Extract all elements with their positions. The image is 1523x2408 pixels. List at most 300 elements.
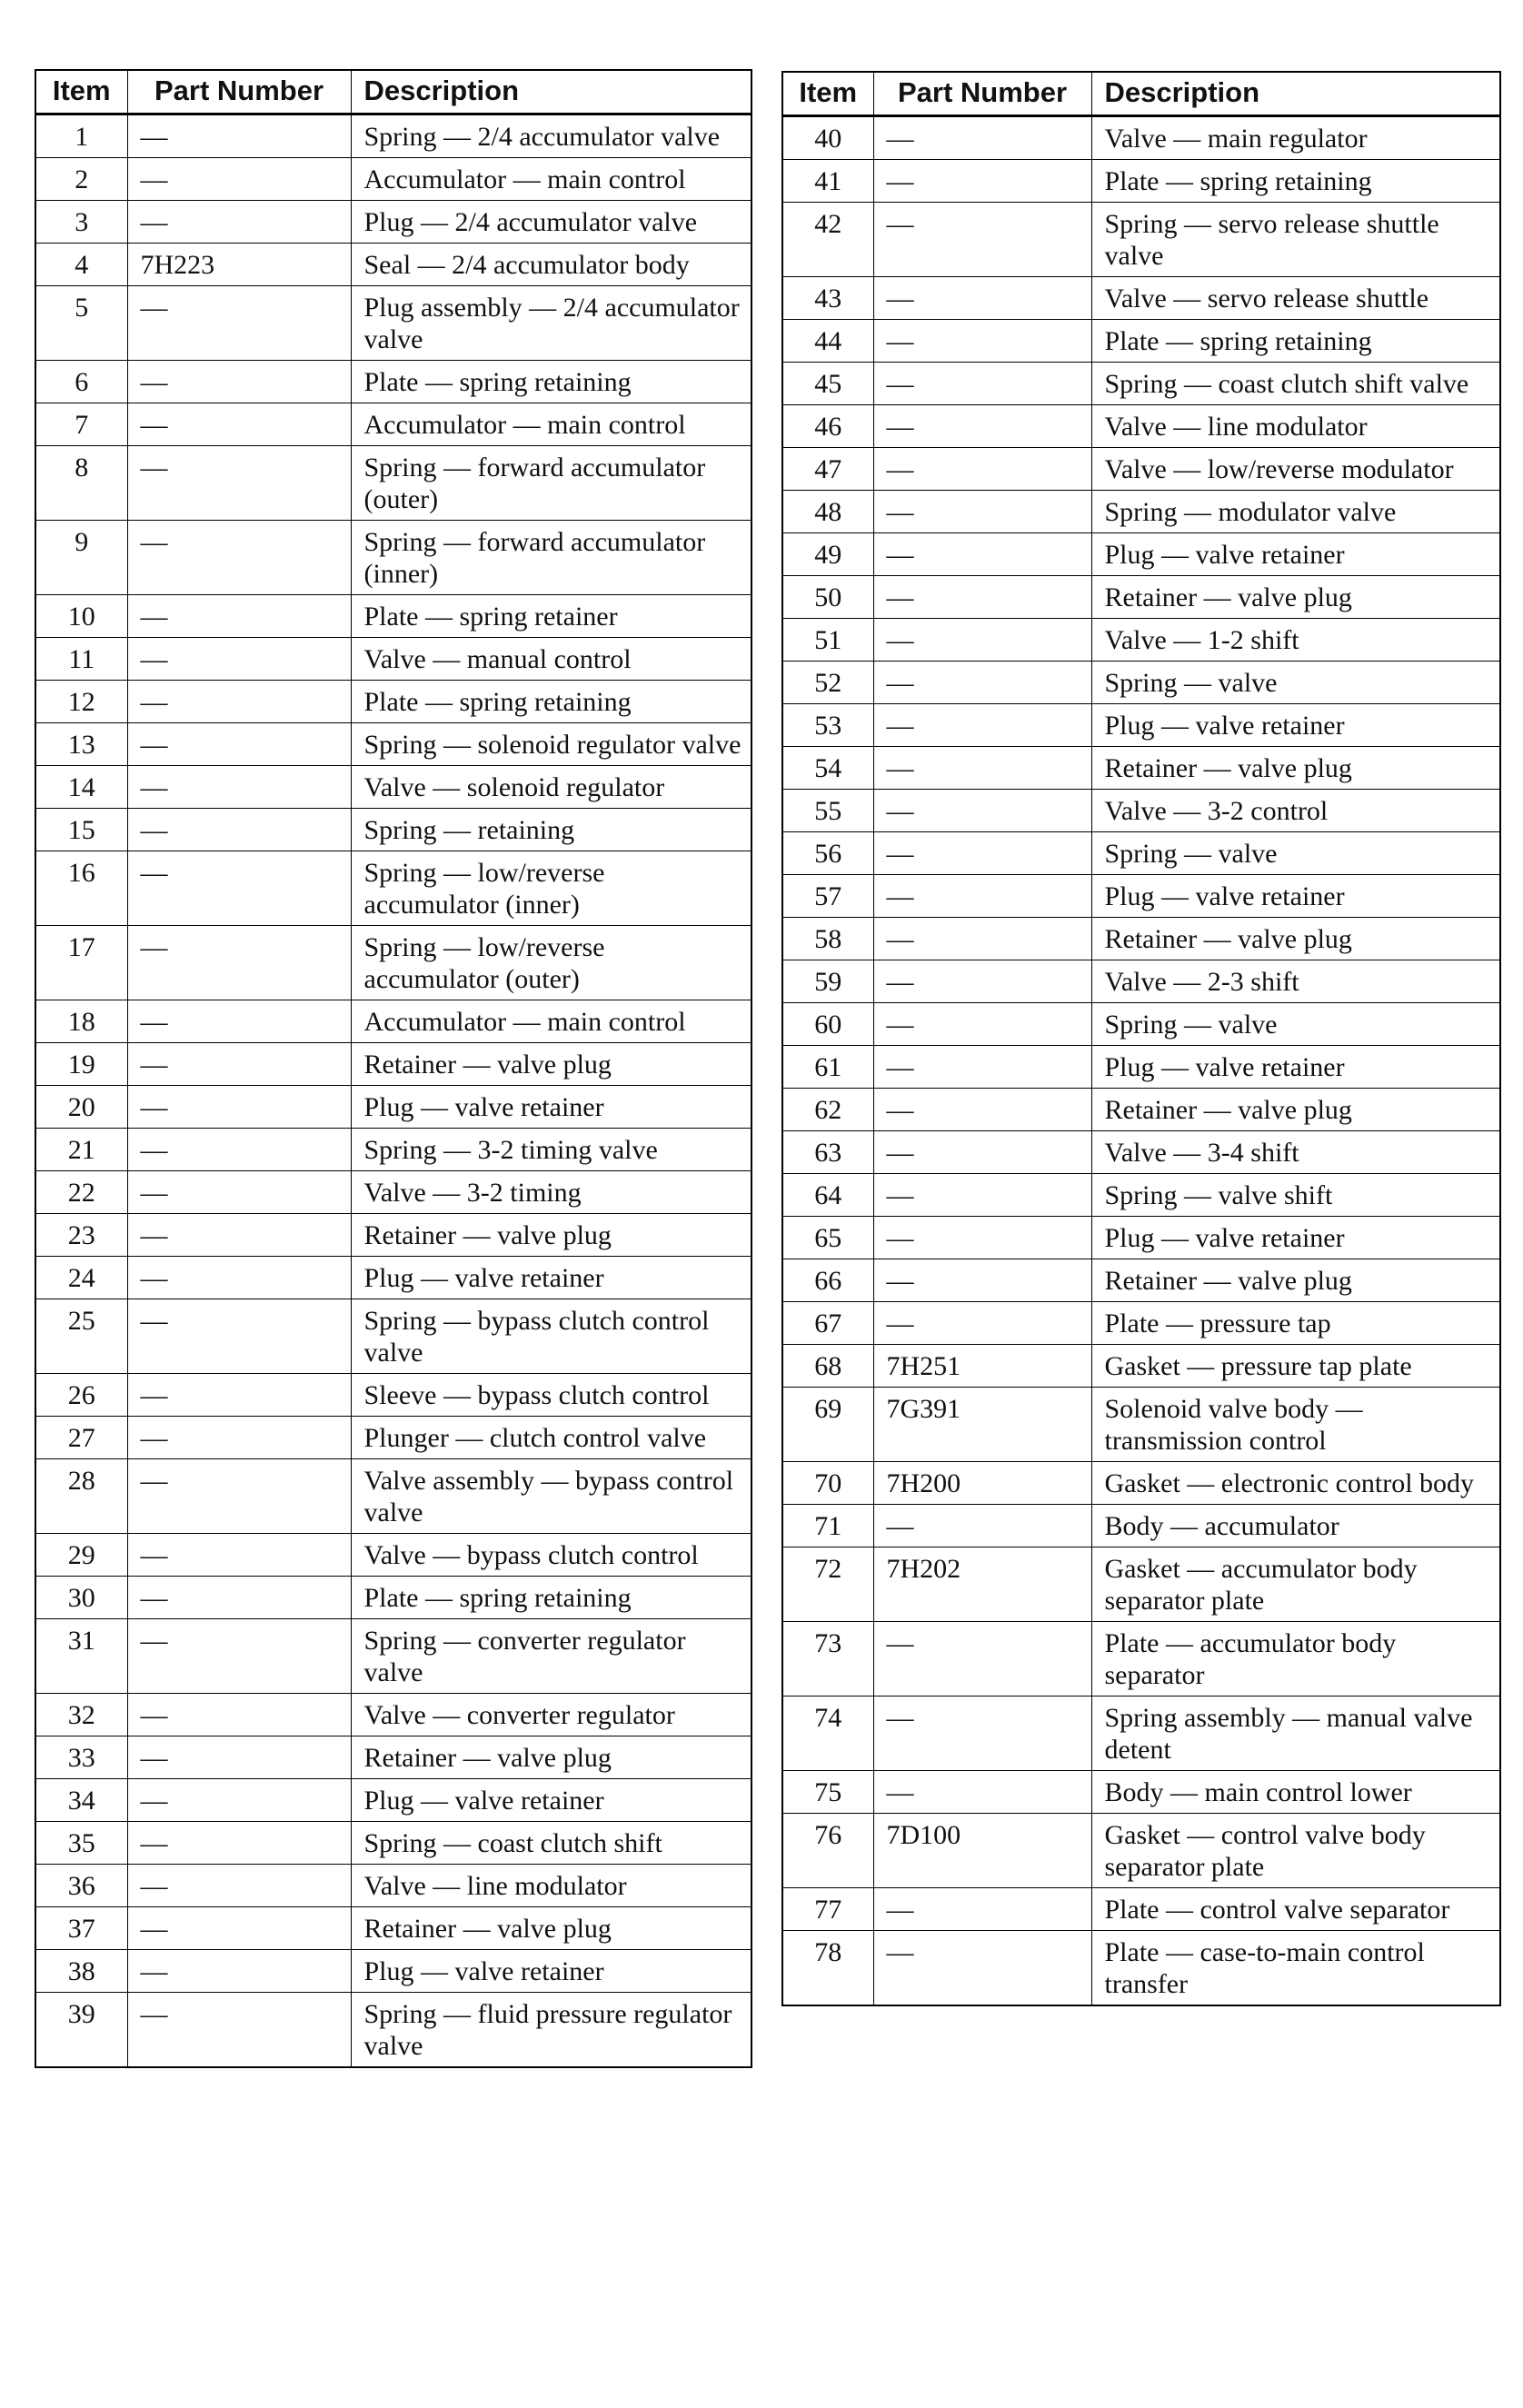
column-header-description: Description (1091, 72, 1500, 115)
part-number-cell: — (873, 661, 1091, 703)
item-number-cell: 47 (782, 447, 873, 490)
description-cell: Retainer — valve plug (1091, 575, 1500, 618)
item-number-cell: 57 (782, 874, 873, 917)
part-number-cell: — (873, 831, 1091, 874)
table-row (35, 851, 752, 925)
part-number-cell: — (873, 404, 1091, 447)
table-row (35, 200, 752, 243)
description-cell: Plug — valve retainer (1091, 874, 1500, 917)
table-row (35, 1864, 752, 1906)
description-cell: Plug — valve retainer (351, 1256, 752, 1299)
table-row (35, 765, 752, 808)
table-row (782, 874, 1500, 917)
part-number-cell: — (127, 1778, 351, 1821)
item-number-cell: 50 (782, 575, 873, 618)
item-number-cell: 38 (35, 1949, 127, 1992)
description-cell: Plate — control valve separator (1091, 1887, 1500, 1930)
table-row (782, 575, 1500, 618)
description-cell: Sleeve — bypass clutch control (351, 1373, 752, 1416)
table-row (35, 1170, 752, 1213)
item-number-cell: 53 (782, 703, 873, 746)
description-cell: Plug — valve retainer (1091, 1216, 1500, 1259)
description-cell: Spring — coast clutch shift valve (1091, 362, 1500, 404)
table-row (35, 1992, 752, 2067)
table-row (782, 202, 1500, 276)
item-number-cell: 46 (782, 404, 873, 447)
table-row (35, 1949, 752, 1992)
item-number-cell: 23 (35, 1213, 127, 1256)
part-number-cell: — (127, 1416, 351, 1458)
item-number-cell: 42 (782, 202, 873, 276)
description-cell: Retainer — valve plug (1091, 1259, 1500, 1301)
part-number-cell: — (873, 1088, 1091, 1130)
part-number-cell: — (127, 1256, 351, 1299)
item-number-cell: 14 (35, 765, 127, 808)
description-cell: Spring — fluid pressure regulator valve (351, 1992, 752, 2067)
table-row (35, 1085, 752, 1128)
item-number-cell: 29 (35, 1533, 127, 1576)
item-number-cell: 70 (782, 1461, 873, 1504)
part-number-cell: — (127, 1992, 351, 2067)
description-cell: Plug — valve retainer (351, 1085, 752, 1128)
item-number-cell: 9 (35, 520, 127, 594)
description-cell: Spring — valve (1091, 831, 1500, 874)
item-number-cell: 3 (35, 200, 127, 243)
item-number-cell: 19 (35, 1042, 127, 1085)
description-cell: Plug — valve retainer (1091, 703, 1500, 746)
item-number-cell: 26 (35, 1373, 127, 1416)
part-number-cell: — (873, 276, 1091, 319)
description-cell: Body — main control lower (1091, 1770, 1500, 1813)
item-number-cell: 28 (35, 1458, 127, 1533)
table-row (782, 115, 1500, 159)
item-number-cell: 40 (782, 115, 873, 159)
column-header-part-number: Part Number (873, 72, 1091, 115)
item-number-cell: 52 (782, 661, 873, 703)
description-cell: Retainer — valve plug (351, 1736, 752, 1778)
part-number-cell: — (127, 1821, 351, 1864)
description-cell: Plug — valve retainer (351, 1949, 752, 1992)
part-number-cell: — (873, 1930, 1091, 2005)
part-number-cell: — (873, 362, 1091, 404)
description-cell: Retainer — valve plug (1091, 746, 1500, 789)
part-number-cell: — (873, 159, 1091, 202)
table-row (782, 1461, 1500, 1504)
item-number-cell: 77 (782, 1887, 873, 1930)
part-number-cell: 7G391 (873, 1387, 1091, 1461)
part-number-cell: — (127, 285, 351, 360)
part-number-cell: — (873, 1130, 1091, 1173)
item-number-cell: 5 (35, 285, 127, 360)
part-number-cell: — (873, 319, 1091, 362)
table-row (782, 1259, 1500, 1301)
table-row (782, 1045, 1500, 1088)
part-number-cell: 7H202 (873, 1547, 1091, 1621)
description-cell: Seal — 2/4 accumulator body (351, 243, 752, 285)
table-row (35, 114, 752, 157)
table-row (782, 362, 1500, 404)
description-cell: Plug — valve retainer (351, 1778, 752, 1821)
item-number-cell: 61 (782, 1045, 873, 1088)
description-cell: Spring — converter regulator valve (351, 1618, 752, 1693)
item-number-cell: 1 (35, 114, 127, 157)
table-row (782, 1301, 1500, 1344)
item-number-cell: 15 (35, 808, 127, 851)
table-row (782, 1887, 1500, 1930)
part-number-cell: — (127, 1458, 351, 1533)
table-row (35, 285, 752, 360)
part-number-cell: — (127, 157, 351, 200)
item-number-cell: 76 (782, 1813, 873, 1887)
description-cell: Plate — spring retaining (1091, 159, 1500, 202)
description-cell: Plate — spring retainer (351, 594, 752, 637)
part-number-cell: — (127, 1949, 351, 1992)
table-row (782, 1696, 1500, 1770)
part-number-cell: — (873, 1770, 1091, 1813)
description-cell: Valve — 3-4 shift (1091, 1130, 1500, 1173)
part-number-cell: — (873, 575, 1091, 618)
table-row (782, 1173, 1500, 1216)
table-row (782, 1504, 1500, 1547)
table-header-row (35, 70, 752, 114)
description-cell: Spring — bypass clutch control valve (351, 1299, 752, 1373)
description-cell: Valve — 2-3 shift (1091, 960, 1500, 1002)
table-body-left (35, 114, 752, 2067)
item-number-cell: 20 (35, 1085, 127, 1128)
table-row (782, 1344, 1500, 1387)
description-cell: Valve — servo release shuttle (1091, 276, 1500, 319)
part-number-cell: — (873, 1621, 1091, 1696)
item-number-cell: 27 (35, 1416, 127, 1458)
part-number-cell: — (873, 1696, 1091, 1770)
part-number-cell: — (873, 874, 1091, 917)
description-cell: Valve — 3-2 timing (351, 1170, 752, 1213)
description-cell: Valve — line modulator (351, 1864, 752, 1906)
table-row (35, 1576, 752, 1618)
item-number-cell: 7 (35, 403, 127, 445)
description-cell: Plate — pressure tap (1091, 1301, 1500, 1344)
part-number-cell: — (127, 1533, 351, 1576)
table-row (782, 1002, 1500, 1045)
table-row (35, 637, 752, 680)
table-row (35, 1000, 752, 1042)
item-number-cell: 25 (35, 1299, 127, 1373)
column-header-item: Item (782, 72, 873, 115)
description-cell: Spring — coast clutch shift (351, 1821, 752, 1864)
item-number-cell: 69 (782, 1387, 873, 1461)
item-number-cell: 6 (35, 360, 127, 403)
part-number-cell: — (127, 1906, 351, 1949)
description-cell: Spring — retaining (351, 808, 752, 851)
description-cell: Body — accumulator (1091, 1504, 1500, 1547)
column-header-item: Item (35, 70, 127, 114)
table-row (35, 403, 752, 445)
item-number-cell: 72 (782, 1547, 873, 1621)
description-cell: Spring assembly — manual valve detent (1091, 1696, 1500, 1770)
part-number-cell: 7H251 (873, 1344, 1091, 1387)
description-cell: Plate — accumulator body separator (1091, 1621, 1500, 1696)
part-number-cell: — (873, 1301, 1091, 1344)
item-number-cell: 78 (782, 1930, 873, 2005)
table-header-row (782, 72, 1500, 115)
item-number-cell: 12 (35, 680, 127, 722)
item-number-cell: 34 (35, 1778, 127, 1821)
item-number-cell: 22 (35, 1170, 127, 1213)
part-number-cell: — (873, 1002, 1091, 1045)
part-number-cell: — (873, 1887, 1091, 1930)
part-number-cell: — (127, 1213, 351, 1256)
table-row (782, 1387, 1500, 1461)
part-number-cell: — (127, 925, 351, 1000)
description-cell: Retainer — valve plug (1091, 1088, 1500, 1130)
table-row (35, 360, 752, 403)
part-number-cell: — (127, 1864, 351, 1906)
description-cell: Spring — 3-2 timing valve (351, 1128, 752, 1170)
item-number-cell: 21 (35, 1128, 127, 1170)
description-cell: Valve — converter regulator (351, 1693, 752, 1736)
table-row (35, 243, 752, 285)
description-cell: Plug assembly — 2/4 accumulator valve (351, 285, 752, 360)
item-number-cell: 30 (35, 1576, 127, 1618)
table-row (35, 1416, 752, 1458)
part-number-cell: — (873, 115, 1091, 159)
table-row (35, 520, 752, 594)
table-row (782, 831, 1500, 874)
part-number-cell: — (873, 703, 1091, 746)
description-cell: Spring — valve (1091, 661, 1500, 703)
item-number-cell: 64 (782, 1173, 873, 1216)
table-body-right (782, 115, 1500, 2005)
part-number-cell: — (127, 1170, 351, 1213)
table-row (35, 1042, 752, 1085)
item-number-cell: 62 (782, 1088, 873, 1130)
description-cell: Valve — solenoid regulator (351, 765, 752, 808)
table-row (782, 789, 1500, 831)
description-cell: Spring — solenoid regulator valve (351, 722, 752, 765)
part-number-cell: — (127, 1618, 351, 1693)
table-row (35, 157, 752, 200)
part-number-cell: — (873, 1045, 1091, 1088)
description-cell: Plug — valve retainer (1091, 1045, 1500, 1088)
item-number-cell: 54 (782, 746, 873, 789)
description-cell: Valve — 1-2 shift (1091, 618, 1500, 661)
item-number-cell: 35 (35, 1821, 127, 1864)
description-cell: Spring — low/reverse accumulator (inner) (351, 851, 752, 925)
table-row (35, 1778, 752, 1821)
description-cell: Spring — 2/4 accumulator valve (351, 114, 752, 157)
item-number-cell: 59 (782, 960, 873, 1002)
part-number-cell: — (127, 765, 351, 808)
item-number-cell: 63 (782, 1130, 873, 1173)
table-row (35, 1299, 752, 1373)
table-row (782, 1216, 1500, 1259)
description-cell: Retainer — valve plug (351, 1213, 752, 1256)
part-number-cell: — (873, 960, 1091, 1002)
part-number-cell: — (127, 1299, 351, 1373)
table-row (35, 594, 752, 637)
item-number-cell: 8 (35, 445, 127, 520)
part-number-cell: 7D100 (873, 1813, 1091, 1887)
item-number-cell: 74 (782, 1696, 873, 1770)
description-cell: Valve — bypass clutch control (351, 1533, 752, 1576)
table-row (35, 1821, 752, 1864)
description-cell: Retainer — valve plug (1091, 917, 1500, 960)
item-number-cell: 66 (782, 1259, 873, 1301)
part-number-cell: — (127, 360, 351, 403)
table-row (35, 1458, 752, 1533)
description-cell: Retainer — valve plug (351, 1906, 752, 1949)
table-row (35, 1213, 752, 1256)
item-number-cell: 13 (35, 722, 127, 765)
item-number-cell: 55 (782, 789, 873, 831)
table-row (35, 1736, 752, 1778)
part-number-cell: — (127, 403, 351, 445)
item-number-cell: 60 (782, 1002, 873, 1045)
table-row (35, 722, 752, 765)
part-number-cell: — (127, 637, 351, 680)
table-row (35, 1256, 752, 1299)
item-number-cell: 16 (35, 851, 127, 925)
part-number-cell: — (127, 680, 351, 722)
table-row (782, 447, 1500, 490)
part-number-cell: — (873, 202, 1091, 276)
column-header-description: Description (351, 70, 752, 114)
item-number-cell: 17 (35, 925, 127, 1000)
table-row (35, 680, 752, 722)
part-number-cell: — (127, 1128, 351, 1170)
table-row (35, 1373, 752, 1416)
table-row (782, 1088, 1500, 1130)
table-row (35, 808, 752, 851)
table-row (35, 1128, 752, 1170)
table-row (35, 445, 752, 520)
item-number-cell: 24 (35, 1256, 127, 1299)
table-row (782, 917, 1500, 960)
table-row (782, 276, 1500, 319)
table-row (782, 1621, 1500, 1696)
table-row (782, 532, 1500, 575)
description-cell: Valve — low/reverse modulator (1091, 447, 1500, 490)
table-row (782, 319, 1500, 362)
table-row (782, 1930, 1500, 2005)
description-cell: Plate — spring retaining (351, 360, 752, 403)
description-cell: Spring — servo release shuttle valve (1091, 202, 1500, 276)
part-number-cell: — (873, 746, 1091, 789)
item-number-cell: 11 (35, 637, 127, 680)
item-number-cell: 43 (782, 276, 873, 319)
parts-table-right (781, 71, 1501, 2006)
part-number-cell: — (873, 917, 1091, 960)
part-number-cell: — (873, 1216, 1091, 1259)
item-number-cell: 51 (782, 618, 873, 661)
item-number-cell: 73 (782, 1621, 873, 1696)
item-number-cell: 37 (35, 1906, 127, 1949)
part-number-cell: — (127, 1042, 351, 1085)
item-number-cell: 4 (35, 243, 127, 285)
part-number-cell: — (873, 1173, 1091, 1216)
description-cell: Gasket — accumulator body separator plate (1091, 1547, 1500, 1621)
table-row (782, 960, 1500, 1002)
item-number-cell: 10 (35, 594, 127, 637)
part-number-cell: — (127, 1085, 351, 1128)
part-number-cell: — (873, 447, 1091, 490)
table-row (782, 746, 1500, 789)
description-cell: Plug — 2/4 accumulator valve (351, 200, 752, 243)
description-cell: Spring — modulator valve (1091, 490, 1500, 532)
item-number-cell: 18 (35, 1000, 127, 1042)
item-number-cell: 41 (782, 159, 873, 202)
part-number-cell: — (873, 1259, 1091, 1301)
table-row (35, 1533, 752, 1576)
part-number-cell: — (127, 1576, 351, 1618)
part-number-cell: 7H200 (873, 1461, 1091, 1504)
description-cell: Plate — spring retaining (351, 680, 752, 722)
table-row (35, 1618, 752, 1693)
column-header-part-number: Part Number (127, 70, 351, 114)
table-row (782, 1813, 1500, 1887)
description-cell: Spring — forward accumulator (outer) (351, 445, 752, 520)
part-number-cell: — (873, 1504, 1091, 1547)
description-cell: Valve assembly — bypass control valve (351, 1458, 752, 1533)
part-number-cell: — (127, 594, 351, 637)
description-cell: Valve — manual control (351, 637, 752, 680)
description-cell: Plate — case-to-main control transfer (1091, 1930, 1500, 2005)
description-cell: Gasket — control valve body separator plate (1091, 1813, 1500, 1887)
description-cell: Accumulator — main control (351, 1000, 752, 1042)
parts-table-left (35, 69, 752, 2068)
item-number-cell: 36 (35, 1864, 127, 1906)
table-row (782, 1770, 1500, 1813)
description-cell: Spring — forward accumulator (inner) (351, 520, 752, 594)
part-number-cell: — (873, 618, 1091, 661)
item-number-cell: 39 (35, 1992, 127, 2067)
table-row (35, 1693, 752, 1736)
description-cell: Solenoid valve body — transmission control (1091, 1387, 1500, 1461)
item-number-cell: 65 (782, 1216, 873, 1259)
item-number-cell: 67 (782, 1301, 873, 1344)
item-number-cell: 48 (782, 490, 873, 532)
description-cell: Valve — line modulator (1091, 404, 1500, 447)
description-cell: Retainer — valve plug (351, 1042, 752, 1085)
part-number-cell: — (127, 808, 351, 851)
part-number-cell: — (127, 1693, 351, 1736)
part-number-cell: — (127, 1373, 351, 1416)
table-row (35, 925, 752, 1000)
item-number-cell: 32 (35, 1693, 127, 1736)
part-number-cell: — (127, 114, 351, 157)
description-cell: Spring — low/reverse accumulator (outer) (351, 925, 752, 1000)
description-cell: Plug — valve retainer (1091, 532, 1500, 575)
table-row (782, 618, 1500, 661)
item-number-cell: 45 (782, 362, 873, 404)
item-number-cell: 33 (35, 1736, 127, 1778)
item-number-cell: 75 (782, 1770, 873, 1813)
description-cell: Gasket — electronic control body (1091, 1461, 1500, 1504)
item-number-cell: 44 (782, 319, 873, 362)
part-number-cell: — (873, 789, 1091, 831)
table-row (782, 404, 1500, 447)
item-number-cell: 56 (782, 831, 873, 874)
part-number-cell: — (127, 1736, 351, 1778)
item-number-cell: 2 (35, 157, 127, 200)
description-cell: Gasket — pressure tap plate (1091, 1344, 1500, 1387)
description-cell: Plate — spring retaining (1091, 319, 1500, 362)
description-cell: Accumulator — main control (351, 403, 752, 445)
table-row (782, 1130, 1500, 1173)
table-row (782, 1547, 1500, 1621)
part-number-cell: — (873, 532, 1091, 575)
part-number-cell: — (127, 851, 351, 925)
